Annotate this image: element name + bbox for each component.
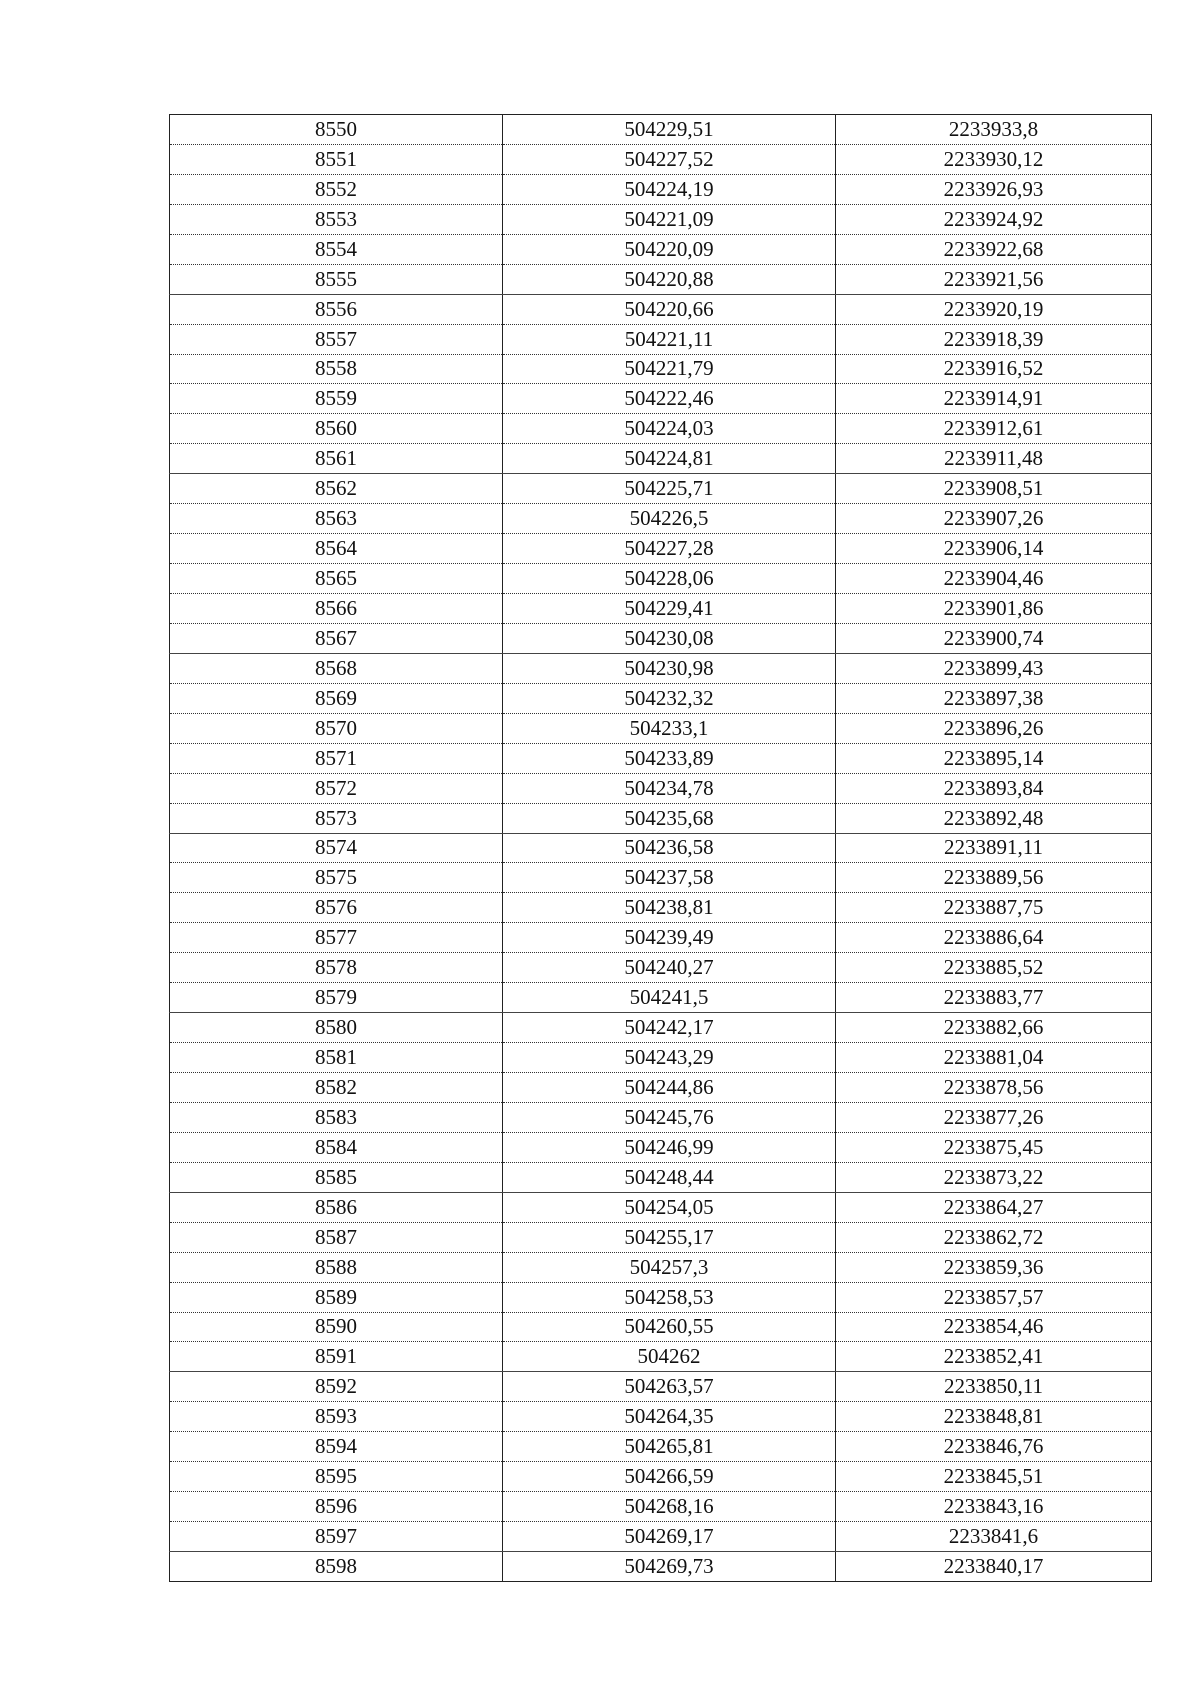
y-coordinate-cell: 2233900,74 (836, 623, 1152, 653)
x-coordinate-cell: 504240,27 (503, 953, 836, 983)
point-number-cell: 8573 (170, 803, 503, 833)
y-coordinate-cell: 2233845,51 (836, 1462, 1152, 1492)
x-coordinate-cell: 504266,59 (503, 1462, 836, 1492)
y-coordinate-cell: 2233862,72 (836, 1222, 1152, 1252)
x-coordinate-cell: 504221,79 (503, 354, 836, 384)
point-number-cell: 8578 (170, 953, 503, 983)
x-coordinate-cell: 504229,41 (503, 594, 836, 624)
x-coordinate-cell: 504248,44 (503, 1162, 836, 1192)
y-coordinate-cell: 2233885,52 (836, 953, 1152, 983)
table-row (170, 504, 1152, 534)
x-coordinate-cell: 504228,06 (503, 564, 836, 594)
x-coordinate-cell: 504264,35 (503, 1402, 836, 1432)
x-coordinate-cell: 504233,89 (503, 743, 836, 773)
point-number-cell: 8589 (170, 1282, 503, 1312)
x-coordinate-cell: 504232,32 (503, 683, 836, 713)
point-number-cell: 8591 (170, 1342, 503, 1372)
table-row (170, 204, 1152, 234)
table-row (170, 1013, 1152, 1043)
point-number-cell: 8588 (170, 1252, 503, 1282)
y-coordinate-cell: 2233852,41 (836, 1342, 1152, 1372)
y-coordinate-cell: 2233843,16 (836, 1492, 1152, 1522)
point-number-cell: 8590 (170, 1312, 503, 1342)
y-coordinate-cell: 2233921,56 (836, 264, 1152, 294)
x-coordinate-cell: 504246,99 (503, 1132, 836, 1162)
point-number-cell: 8557 (170, 324, 503, 354)
table-row (170, 1132, 1152, 1162)
table-row (170, 1162, 1152, 1192)
y-coordinate-cell: 2233850,11 (836, 1372, 1152, 1402)
point-number-cell: 8582 (170, 1073, 503, 1103)
point-number-cell: 8596 (170, 1492, 503, 1522)
table-row (170, 1192, 1152, 1222)
table-row (170, 653, 1152, 683)
table-row (170, 1522, 1152, 1552)
y-coordinate-cell: 2233908,51 (836, 474, 1152, 504)
x-coordinate-cell: 504224,81 (503, 444, 836, 474)
x-coordinate-cell: 504255,17 (503, 1222, 836, 1252)
table-row (170, 234, 1152, 264)
y-coordinate-cell: 2233914,91 (836, 384, 1152, 414)
y-coordinate-cell: 2233892,48 (836, 803, 1152, 833)
point-number-cell: 8575 (170, 863, 503, 893)
y-coordinate-cell: 2233864,27 (836, 1192, 1152, 1222)
table-row (170, 414, 1152, 444)
y-coordinate-cell: 2233846,76 (836, 1432, 1152, 1462)
y-coordinate-cell: 2233933,8 (836, 115, 1152, 145)
y-coordinate-cell: 2233922,68 (836, 234, 1152, 264)
table-row (170, 264, 1152, 294)
table-row (170, 713, 1152, 743)
x-coordinate-cell: 504245,76 (503, 1102, 836, 1132)
y-coordinate-cell: 2233887,75 (836, 893, 1152, 923)
x-coordinate-cell: 504236,58 (503, 833, 836, 863)
table-row (170, 1462, 1152, 1492)
table-row (170, 144, 1152, 174)
point-number-cell: 8559 (170, 384, 503, 414)
table-row (170, 683, 1152, 713)
point-number-cell: 8583 (170, 1102, 503, 1132)
x-coordinate-cell: 504229,51 (503, 115, 836, 145)
point-number-cell: 8574 (170, 833, 503, 863)
x-coordinate-cell: 504230,98 (503, 653, 836, 683)
table-row (170, 444, 1152, 474)
point-number-cell: 8556 (170, 294, 503, 324)
table-row (170, 1402, 1152, 1432)
y-coordinate-cell: 2233882,66 (836, 1013, 1152, 1043)
x-coordinate-cell: 504260,55 (503, 1312, 836, 1342)
table-row (170, 983, 1152, 1013)
x-coordinate-cell: 504237,58 (503, 863, 836, 893)
x-coordinate-cell: 504243,29 (503, 1043, 836, 1073)
x-coordinate-cell: 504222,46 (503, 384, 836, 414)
y-coordinate-cell: 2233930,12 (836, 144, 1152, 174)
x-coordinate-cell: 504221,11 (503, 324, 836, 354)
table-row (170, 923, 1152, 953)
table-row (170, 1282, 1152, 1312)
table-row (170, 623, 1152, 653)
y-coordinate-cell: 2233889,56 (836, 863, 1152, 893)
point-number-cell: 8563 (170, 504, 503, 534)
x-coordinate-cell: 504254,05 (503, 1192, 836, 1222)
table-row (170, 1372, 1152, 1402)
point-number-cell: 8564 (170, 534, 503, 564)
point-number-cell: 8566 (170, 594, 503, 624)
y-coordinate-cell: 2233916,52 (836, 354, 1152, 384)
table-row (170, 953, 1152, 983)
x-coordinate-cell: 504221,09 (503, 204, 836, 234)
point-number-cell: 8562 (170, 474, 503, 504)
point-number-cell: 8584 (170, 1132, 503, 1162)
coordinates-table-body (170, 115, 1152, 1582)
x-coordinate-cell: 504226,5 (503, 504, 836, 534)
y-coordinate-cell: 2233857,57 (836, 1282, 1152, 1312)
y-coordinate-cell: 2233920,19 (836, 294, 1152, 324)
table-row (170, 743, 1152, 773)
y-coordinate-cell: 2233840,17 (836, 1552, 1152, 1582)
point-number-cell: 8571 (170, 743, 503, 773)
x-coordinate-cell: 504265,81 (503, 1432, 836, 1462)
point-number-cell: 8585 (170, 1162, 503, 1192)
table-row (170, 833, 1152, 863)
y-coordinate-cell: 2233893,84 (836, 773, 1152, 803)
point-number-cell: 8552 (170, 174, 503, 204)
point-number-cell: 8558 (170, 354, 503, 384)
x-coordinate-cell: 504257,3 (503, 1252, 836, 1282)
table-row (170, 1342, 1152, 1372)
x-coordinate-cell: 504227,28 (503, 534, 836, 564)
point-number-cell: 8587 (170, 1222, 503, 1252)
table-row (170, 324, 1152, 354)
y-coordinate-cell: 2233877,26 (836, 1102, 1152, 1132)
y-coordinate-cell: 2233924,92 (836, 204, 1152, 234)
x-coordinate-cell: 504220,88 (503, 264, 836, 294)
y-coordinate-cell: 2233926,93 (836, 174, 1152, 204)
point-number-cell: 8553 (170, 204, 503, 234)
y-coordinate-cell: 2233918,39 (836, 324, 1152, 354)
x-coordinate-cell: 504224,03 (503, 414, 836, 444)
y-coordinate-cell: 2233854,46 (836, 1312, 1152, 1342)
y-coordinate-cell: 2233883,77 (836, 983, 1152, 1013)
x-coordinate-cell: 504239,49 (503, 923, 836, 953)
y-coordinate-cell: 2233895,14 (836, 743, 1152, 773)
table-row (170, 1222, 1152, 1252)
x-coordinate-cell: 504258,53 (503, 1282, 836, 1312)
table-row (170, 1312, 1152, 1342)
x-coordinate-cell: 504224,19 (503, 174, 836, 204)
point-number-cell: 8568 (170, 653, 503, 683)
point-number-cell: 8554 (170, 234, 503, 264)
y-coordinate-cell: 2233891,11 (836, 833, 1152, 863)
x-coordinate-cell: 504233,1 (503, 713, 836, 743)
y-coordinate-cell: 2233881,04 (836, 1043, 1152, 1073)
point-number-cell: 8572 (170, 773, 503, 803)
point-number-cell: 8555 (170, 264, 503, 294)
y-coordinate-cell: 2233912,61 (836, 414, 1152, 444)
x-coordinate-cell: 504225,71 (503, 474, 836, 504)
table-row (170, 564, 1152, 594)
x-coordinate-cell: 504227,52 (503, 144, 836, 174)
table-row (170, 384, 1152, 414)
x-coordinate-cell: 504235,68 (503, 803, 836, 833)
table-row (170, 174, 1152, 204)
coordinates-table (169, 114, 1152, 1582)
table-row (170, 773, 1152, 803)
x-coordinate-cell: 504230,08 (503, 623, 836, 653)
table-row (170, 115, 1152, 145)
y-coordinate-cell: 2233907,26 (836, 504, 1152, 534)
point-number-cell: 8586 (170, 1192, 503, 1222)
point-number-cell: 8593 (170, 1402, 503, 1432)
y-coordinate-cell: 2233886,64 (836, 923, 1152, 953)
x-coordinate-cell: 504269,17 (503, 1522, 836, 1552)
x-coordinate-cell: 504268,16 (503, 1492, 836, 1522)
y-coordinate-cell: 2233901,86 (836, 594, 1152, 624)
point-number-cell: 8561 (170, 444, 503, 474)
table-row (170, 354, 1152, 384)
table-row (170, 534, 1152, 564)
point-number-cell: 8550 (170, 115, 503, 145)
table-row (170, 594, 1152, 624)
y-coordinate-cell: 2233897,38 (836, 683, 1152, 713)
y-coordinate-cell: 2233906,14 (836, 534, 1152, 564)
point-number-cell: 8576 (170, 893, 503, 923)
point-number-cell: 8565 (170, 564, 503, 594)
point-number-cell: 8595 (170, 1462, 503, 1492)
table-row (170, 1492, 1152, 1522)
y-coordinate-cell: 2233896,26 (836, 713, 1152, 743)
x-coordinate-cell: 504242,17 (503, 1013, 836, 1043)
point-number-cell: 8567 (170, 623, 503, 653)
x-coordinate-cell: 504220,66 (503, 294, 836, 324)
point-number-cell: 8569 (170, 683, 503, 713)
x-coordinate-cell: 504238,81 (503, 893, 836, 923)
x-coordinate-cell: 504234,78 (503, 773, 836, 803)
table-row (170, 1552, 1152, 1582)
x-coordinate-cell: 504262 (503, 1342, 836, 1372)
point-number-cell: 8579 (170, 983, 503, 1013)
point-number-cell: 8570 (170, 713, 503, 743)
point-number-cell: 8580 (170, 1013, 503, 1043)
point-number-cell: 8560 (170, 414, 503, 444)
table-row (170, 1102, 1152, 1132)
x-coordinate-cell: 504220,09 (503, 234, 836, 264)
x-coordinate-cell: 504269,73 (503, 1552, 836, 1582)
table-row (170, 1252, 1152, 1282)
point-number-cell: 8551 (170, 144, 503, 174)
y-coordinate-cell: 2233841,6 (836, 1522, 1152, 1552)
point-number-cell: 8581 (170, 1043, 503, 1073)
point-number-cell: 8597 (170, 1522, 503, 1552)
x-coordinate-cell: 504244,86 (503, 1073, 836, 1103)
point-number-cell: 8592 (170, 1372, 503, 1402)
table-row (170, 294, 1152, 324)
table-row (170, 893, 1152, 923)
y-coordinate-cell: 2233911,48 (836, 444, 1152, 474)
y-coordinate-cell: 2233904,46 (836, 564, 1152, 594)
table-row (170, 863, 1152, 893)
y-coordinate-cell: 2233873,22 (836, 1162, 1152, 1192)
y-coordinate-cell: 2233848,81 (836, 1402, 1152, 1432)
y-coordinate-cell: 2233899,43 (836, 653, 1152, 683)
point-number-cell: 8598 (170, 1552, 503, 1582)
table-row (170, 1043, 1152, 1073)
table-row (170, 1432, 1152, 1462)
table-row (170, 474, 1152, 504)
x-coordinate-cell: 504263,57 (503, 1372, 836, 1402)
table-row (170, 1073, 1152, 1103)
y-coordinate-cell: 2233878,56 (836, 1073, 1152, 1103)
y-coordinate-cell: 2233859,36 (836, 1252, 1152, 1282)
x-coordinate-cell: 504241,5 (503, 983, 836, 1013)
point-number-cell: 8594 (170, 1432, 503, 1462)
y-coordinate-cell: 2233875,45 (836, 1132, 1152, 1162)
point-number-cell: 8577 (170, 923, 503, 953)
table-row (170, 803, 1152, 833)
